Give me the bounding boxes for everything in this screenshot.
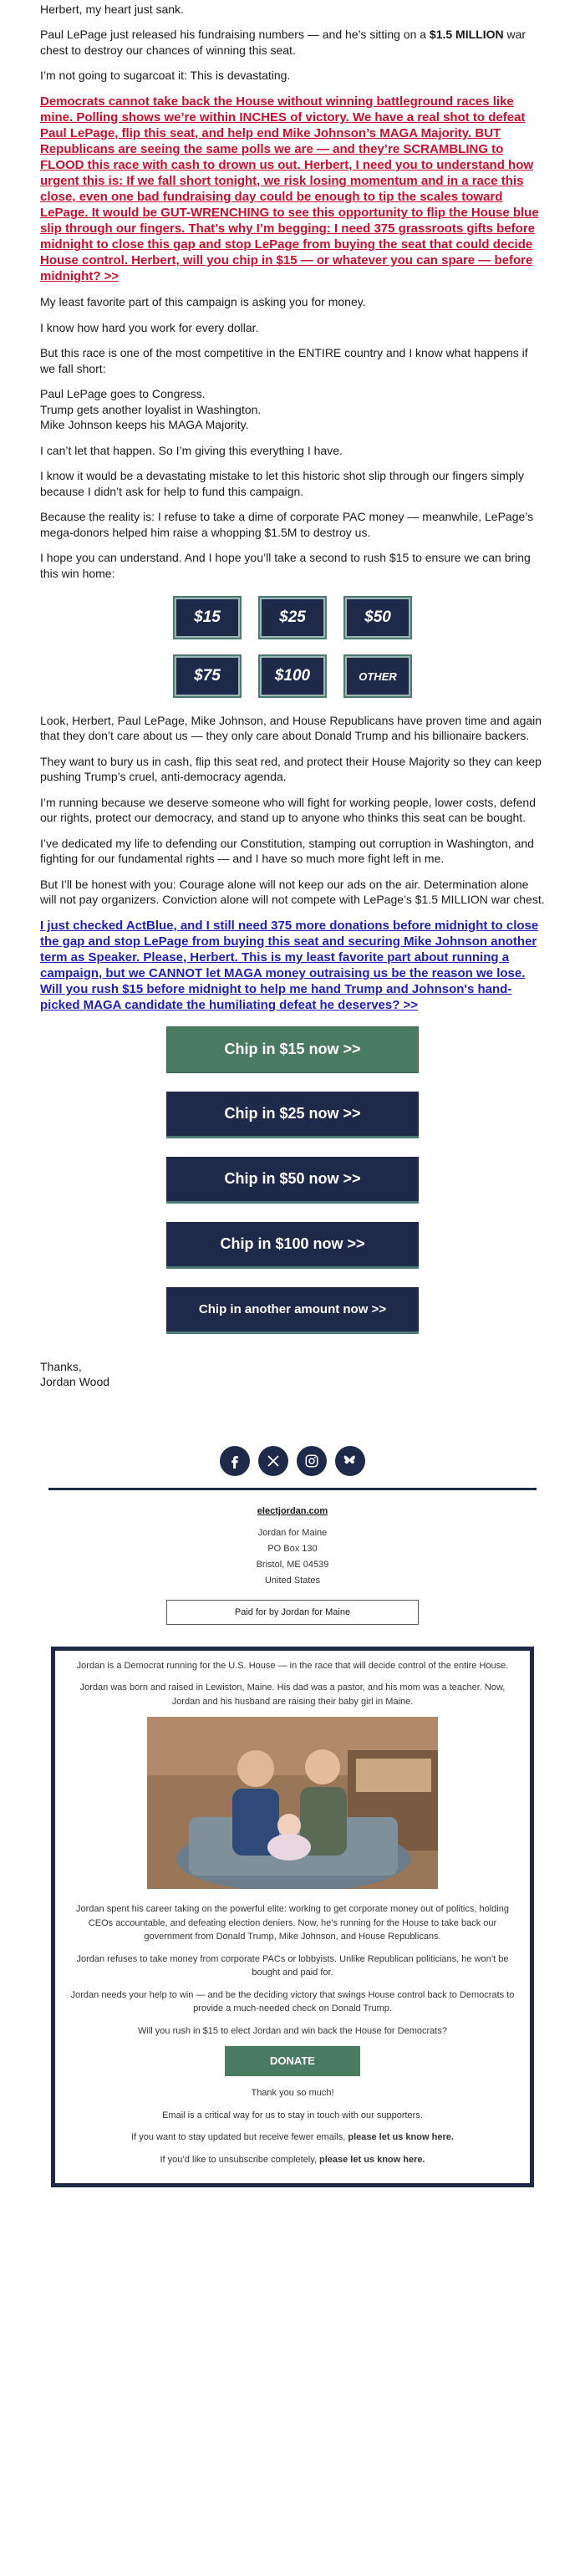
cant-let-line: I can’t let that happen. So I’m giving this everything I have. [40, 443, 343, 457]
bio-box [51, 1647, 534, 2188]
signature-name: Jordan Wood [40, 1375, 110, 1389]
chip-in-other-button[interactable]: Chip in another amount now >> [166, 1287, 419, 1334]
amount-50-button[interactable]: $50 [343, 596, 412, 639]
city-line: Bristol, ME 04539 [256, 1560, 329, 1571]
bio-intro: Jordan is a Democrat running for the U.S. House — in the race that will decide control of the entire House. [76, 1660, 509, 1671]
know-hard-line: I know how hard you work for every dollar. [40, 320, 259, 334]
paid-for-box: Paid for by Jordan for Maine [166, 1600, 419, 1625]
consequence-item: Paul LePage goes to Congress. [40, 387, 206, 401]
donate-button[interactable]: DONATE [225, 2046, 360, 2076]
fewer-emails-line [69, 2131, 516, 2145]
hope-paragraph: I hope you can understand. And I hope you’ll take a second to rush $15 to ensure we can bring this win home: [40, 551, 531, 580]
facebook-icon[interactable] [220, 1446, 250, 1476]
running-paragraph: I’m running because we deserve someone who will fight for working people, lower costs, defend our rights, protect our democracy, and stand up to anyone who thinks this seat can be bought. [40, 795, 536, 825]
fundraising-paragraph [40, 27, 545, 58]
thank-you-text: Thank you so much! [251, 2088, 334, 2099]
consequences-list [40, 386, 545, 432]
fewer-emails-text: If you want to stay updated but receive fewer emails, [131, 2132, 348, 2143]
greeting: Herbert, my heart just sank. [40, 3, 184, 16]
unsubscribe-line [69, 2153, 516, 2167]
least-favorite-line: My least favorite part of this campaign is asking you for money. [40, 295, 366, 309]
chip-in-25-button[interactable]: Chip in $25 now >> [166, 1092, 419, 1138]
consequence-item: Trump gets another loyalist in Washington. [40, 402, 262, 416]
unsubscribe-text: If you’d like to unsubscribe completely, [160, 2154, 319, 2165]
x-icon[interactable] [258, 1446, 288, 1476]
bio-career: Jordan spent his career taking on the powerful elite: working to get corporate money out of politics, holding CEOs accountable, and defeating election deniers. Now, he’s running for the House to take back our government from Donald Trump, Mike Johnson, and House Republicans. [76, 1904, 509, 1942]
family-photo [147, 1717, 438, 1889]
website-link[interactable]: electjordan.com [257, 1506, 328, 1517]
amount-other-button[interactable]: OTHER [343, 654, 412, 698]
thanks-text: Thanks, [40, 1359, 82, 1373]
bluesky-icon[interactable] [335, 1446, 365, 1476]
po-box: PO Box 130 [267, 1543, 318, 1554]
chip-in-15-button[interactable]: Chip in $15 now >> [166, 1026, 419, 1073]
footer-divider [48, 1488, 537, 1490]
fundraising-text-end: war chest to destroy our chances of winning this seat. [40, 28, 526, 57]
instagram-icon[interactable] [297, 1446, 327, 1476]
look-paragraph: Look, Herbert, Paul LePage, Mike Johnson, and House Republicans have proven time and again that they don’t care about us — they only care about Donald Trump and his billionaire backers. [40, 714, 542, 743]
urgent-donate-link[interactable]: Democrats cannot take back the House without winning battleground races like mine. Polling shows we’re within INCHES of victory. We have a real shot to defeat Paul LePage, flip this seat, and help end Mike Johnson’s MAGA Majority. BUT Republicans are seeing the same polls we are — and they’re SCRAMBLING to FLOOD this race with cash to drown us out. Herbert, I need you to understand how urgent this is: If we fall short tonight, we risk losing momentum and in a race this close, even one bad fundraising day could be enough to tip the scales toward LePage. It would be GUT-WRENCHING to see this opportunity to flip the House blue slip through our fingers. That’s why I’m begging: I need 375 grassroots gifts before midnight to close this gap and stop LePage from buying the seat that could decide House control. Herbert, will you chip in $15 — or whatever you can spare — before midnight? >> [40, 94, 539, 284]
amount-15-button[interactable]: $15 [173, 596, 242, 639]
amount-25-button[interactable]: $25 [258, 596, 327, 639]
reality-paragraph: Because the reality is: I refuse to take a dime of corporate PAC money — meanwhile, LePage’s mega-donors helped him raise a whopping $1.5M to destroy us. [40, 510, 534, 539]
bio-no-pac: Jordan refuses to take money from corporate PACs or lobbyists. Unlike Republican politicians, he won’t be bought and paid for. [76, 1953, 509, 1978]
mistake-paragraph: I know it would be a devastating mistake to let this historic shot slip through our fingers simply because I didn’t ask for help to fund this campaign. [40, 469, 524, 498]
fewer-emails-link[interactable]: please let us know here. [348, 2132, 454, 2143]
competitive-paragraph: But this race is one of the most competitive in the ENTIRE country and I know what happens if we fall short: [40, 346, 528, 375]
dedicated-paragraph: I’ve dedicated my life to defending our Constitution, stamping out corruption in Washington, and fighting for our fundamental rights — and I have so much more fight left in me. [40, 836, 534, 866]
bio-needs-help: Jordan needs your help to win — and be the deciding victory that swings House control back to Democrats to provide a much-needed check on Donald Trump. [70, 1989, 515, 2014]
bio-ask: Will you rush in $15 to elect Jordan and win back the House for Democrats? [138, 2025, 447, 2036]
sugarcoat-line: I’m not going to sugarcoat it: This is devastating. [40, 69, 291, 83]
social-links [0, 1446, 585, 1476]
amount-grid [40, 596, 545, 698]
honest-paragraph: But I’ll be honest with you: Courage alone will not keep our ads on the air. Determination alone will not pay organizers. Conviction alone will not compete with LePage’s $1.5 MILLION war chest. [40, 877, 545, 907]
email-body [0, 2, 585, 1389]
consequence-item: Mike Johnson keeps his MAGA Majority. [40, 418, 249, 432]
bury-paragraph: They want to bury us in cash, flip this seat red, and protect their House Majority so they can keep pushing Trump’s cruel, anti-democracy agenda. [40, 754, 542, 784]
chip-in-100-button[interactable]: Chip in $100 now >> [166, 1222, 419, 1269]
amount-100-button[interactable]: $100 [258, 654, 327, 698]
org-name: Jordan for Maine [257, 1527, 328, 1538]
actblue-donate-link[interactable]: I just checked ActBlue, and I still need 375 more donations before midnight to close the gap and stop LePage from buying this seat and securing Mike Johnson another term as Speaker. Please, Herbert. This is my least favorite part about running a campaign, but we CANNOT let MAGA money outraising us be the reason we lose. Will you rush $15 before midnight to help me hand Trump and Johnson's hand-picked MAGA candidate the humiliating defeat he deserves? >> [40, 918, 539, 1012]
country-line: United States [264, 1576, 321, 1586]
chip-in-50-button[interactable]: Chip in $50 now >> [166, 1157, 419, 1204]
amount-75-button[interactable]: $75 [173, 654, 242, 698]
unsubscribe-link[interactable]: please let us know here. [319, 2154, 425, 2165]
email-critical-text: Email is a critical way for us to stay in touch with our supporters. [162, 2110, 423, 2120]
fundraising-text: Paul LePage just released his fundraising numbers — and he’s sitting on a [40, 28, 430, 42]
footer-address [0, 1504, 585, 1589]
signoff [40, 1359, 545, 1389]
fundraising-amount: $1.5 MILLION [429, 28, 504, 42]
bio-background: Jordan was born and raised in Lewiston, Maine. His dad was a pastor, and his mom was a teacher. Now, Jordan and his husband are raising their baby girl in Maine. [79, 1683, 506, 1707]
